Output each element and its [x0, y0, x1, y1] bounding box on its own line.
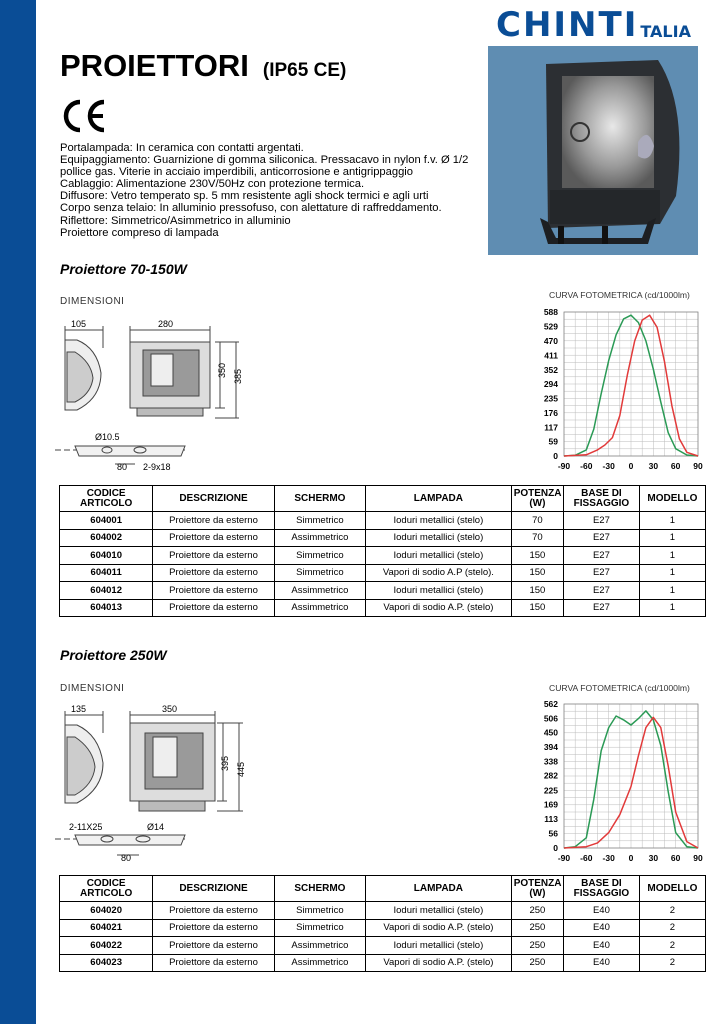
table-cell: Simmetrico: [274, 512, 365, 530]
y-tick-label: 0: [553, 843, 558, 853]
spec-table-250w: [59, 875, 706, 972]
dimensions-label: DIMENSIONI: [60, 296, 125, 307]
x-tick-label: -90: [557, 461, 571, 471]
table-cell: 250: [511, 902, 563, 920]
table-cell: Proiettore da esterno: [153, 902, 274, 920]
y-tick-label: 113: [544, 814, 558, 825]
y-tick-label: 588: [543, 307, 558, 317]
table-cell: 1: [639, 547, 705, 565]
col-header: MODELLO: [639, 876, 705, 902]
table-cell: 1: [639, 582, 705, 600]
description-line: Diffusore: Vetro temperato sp. 5 mm resistente agli shock termici e agli urti: [60, 190, 429, 203]
table-cell: Assimmetrico: [274, 954, 365, 972]
brand-logo: [496, 5, 691, 45]
dim-h2: 385: [233, 368, 243, 384]
y-tick-label: 0: [553, 451, 558, 461]
table-header-row: [60, 876, 706, 902]
table-cell: E27: [564, 564, 640, 582]
photometric-chart-70-150w: [520, 304, 710, 474]
table-cell: 250: [511, 919, 563, 937]
table-cell: 2: [639, 919, 705, 937]
table-cell: E27: [564, 582, 640, 600]
table-cell: Vapori di sodio A.P. (stelo): [366, 599, 512, 617]
col-header: DESCRIZIONE: [153, 876, 274, 902]
dim-width: 350: [162, 704, 178, 714]
y-tick-label: 411: [544, 350, 558, 361]
description-line: Proiettore compreso di lampada: [60, 226, 219, 239]
table-cell: Ioduri metallici (stelo): [366, 529, 512, 547]
table-row: [60, 902, 706, 920]
table-row: [60, 529, 706, 547]
x-tick-label: -30: [602, 853, 615, 863]
x-tick-label: 90: [693, 461, 703, 471]
y-tick-label: 562: [543, 699, 558, 709]
table-cell: Proiettore da esterno: [153, 512, 274, 530]
y-tick-label: 394: [543, 742, 558, 753]
dim-h1: 395: [220, 755, 230, 771]
section-heading: Proiettore 70-150W: [60, 261, 187, 277]
table-cell: Ioduri metallici (stelo): [366, 937, 512, 955]
description-line: Riflettore: Simmetrico/Asimmetrico in alluminio: [60, 214, 291, 227]
col-header: DESCRIZIONE: [153, 486, 274, 512]
description-line: Corpo senza telaio: In alluminio pressofuso, con alettature di raffreddamento.: [60, 202, 442, 215]
x-tick-label: -30: [602, 461, 615, 471]
table-cell: Proiettore da esterno: [153, 547, 274, 565]
table-row: [60, 547, 706, 565]
y-tick-label: 470: [543, 335, 558, 346]
table-cell: Ioduri metallici (stelo): [366, 582, 512, 600]
dimension-drawing: [55, 703, 255, 863]
table-row: [60, 512, 706, 530]
dim-width: 280: [158, 319, 174, 329]
dim-depth: 135: [71, 704, 87, 714]
table-cell: Assimmetrico: [274, 529, 365, 547]
table-cell: E40: [564, 937, 640, 955]
x-tick-label: 60: [670, 853, 681, 863]
product-photo: [488, 46, 698, 255]
dim-hole: Ø14: [147, 822, 165, 832]
curve-label: CURVA FOTOMETRICA (cd/1000lm): [549, 683, 690, 693]
table-cell: Vapori di sodio A.P. (stelo): [366, 919, 512, 937]
y-tick-label: 282: [543, 770, 558, 781]
y-tick-label: 235: [543, 393, 558, 404]
x-tick-label: 30: [648, 853, 659, 863]
description-line: Portalampada: In ceramica con contatti argentati.: [60, 142, 304, 154]
y-tick-label: 506: [543, 713, 558, 724]
table-cell: 604021: [60, 919, 153, 937]
table-cell: 604013: [60, 599, 153, 617]
x-tick-label: 30: [648, 461, 659, 471]
dim-slot: 2-11X25: [69, 822, 103, 832]
table-cell: 2: [639, 902, 705, 920]
col-header: SCHERMO: [274, 876, 365, 902]
table-cell: 604022: [60, 937, 153, 955]
table-cell: E27: [564, 599, 640, 617]
dim-h2: 445: [236, 761, 246, 777]
table-cell: E40: [564, 919, 640, 937]
table-row: [60, 582, 706, 600]
y-tick-label: 56: [548, 828, 558, 839]
dim-hole: Ø10.5: [95, 432, 120, 442]
table-header-row: [60, 486, 706, 512]
x-tick-label: -60: [580, 853, 593, 863]
col-header: MODELLO: [639, 486, 705, 512]
dim-depth: 105: [71, 319, 87, 329]
table-cell: 604002: [60, 529, 153, 547]
photometric-chart-250w: [520, 696, 710, 866]
table-cell: Proiettore da esterno: [153, 599, 274, 617]
table-cell: Proiettore da esterno: [153, 582, 274, 600]
table-cell: Simmetrico: [274, 547, 365, 565]
table-cell: E27: [564, 512, 640, 530]
y-tick-label: 529: [543, 321, 558, 332]
table-cell: 150: [511, 599, 563, 617]
table-cell: 250: [511, 954, 563, 972]
spec-table-70-150w: [59, 485, 706, 617]
y-tick-label: 117: [544, 422, 558, 433]
table-cell: 604001: [60, 512, 153, 530]
description-line: Equipaggiamento: Guarnizione di gomma siliconica. Pressacavo in nylon f.v. Ø 1/2: [60, 154, 469, 167]
x-tick-label: -60: [580, 461, 593, 471]
x-tick-label: 60: [670, 461, 681, 471]
table-row: [60, 599, 706, 617]
table-cell: Simmetrico: [274, 902, 365, 920]
col-header: CODICE ARTICOLO: [60, 486, 153, 512]
col-header: SCHERMO: [274, 486, 365, 512]
table-row: [60, 564, 706, 582]
table-cell: Proiettore da esterno: [153, 564, 274, 582]
table-cell: Assimmetrico: [274, 599, 365, 617]
description-line: Cablaggio: Alimentazione 230V/50Hz con protezione termica.: [60, 178, 365, 191]
col-header: POTENZA (W): [511, 486, 563, 512]
dim-slot: 2-9x18: [143, 462, 171, 472]
dimension-drawing: [55, 318, 255, 473]
dimensions-label: DIMENSIONI: [60, 683, 125, 694]
table-cell: Assimmetrico: [274, 937, 365, 955]
table-row: [60, 919, 706, 937]
dim-h1: 350: [217, 362, 227, 378]
x-tick-label: 90: [693, 853, 703, 863]
table-cell: Vapori di sodio A.P (stelo).: [366, 564, 512, 582]
table-cell: E27: [564, 529, 640, 547]
table-cell: Assimmetrico: [274, 582, 365, 600]
table-row: [60, 954, 706, 972]
table-cell: 604010: [60, 547, 153, 565]
col-header: BASE DI FISSAGGIO: [564, 876, 640, 902]
table-cell: Proiettore da esterno: [153, 919, 274, 937]
table-cell: 250: [511, 937, 563, 955]
table-cell: Proiettore da esterno: [153, 954, 274, 972]
table-cell: 150: [511, 564, 563, 582]
dim-80: 80: [121, 853, 132, 863]
table-cell: Proiettore da esterno: [153, 937, 274, 955]
col-header: LAMPADA: [366, 486, 512, 512]
brand-suffix: TALIA: [640, 22, 691, 41]
page-title: [60, 48, 346, 84]
table-cell: 1: [639, 599, 705, 617]
table-cell: Simmetrico: [274, 564, 365, 582]
y-tick-label: 169: [543, 799, 558, 810]
table-cell: Simmetrico: [274, 919, 365, 937]
description-line: pollice gas. Viterie in acciaio imperdibili, anticorrosione e antigrippaggio: [60, 166, 414, 179]
table-cell: 604023: [60, 954, 153, 972]
y-tick-label: 225: [543, 785, 558, 796]
table-cell: 150: [511, 547, 563, 565]
y-tick-label: 176: [543, 407, 558, 418]
table-cell: E40: [564, 954, 640, 972]
title-sub: (IP65 CE): [262, 60, 347, 81]
curve-label: CURVA FOTOMETRICA (cd/1000lm): [549, 290, 690, 300]
side-color-bar: [0, 0, 36, 1024]
ce-mark-icon: [58, 98, 108, 134]
table-cell: 604011: [60, 564, 153, 582]
table-cell: Vapori di sodio A.P. (stelo): [366, 954, 512, 972]
col-header: BASE DI FISSAGGIO: [564, 486, 640, 512]
table-cell: 2: [639, 954, 705, 972]
y-tick-label: 352: [543, 364, 558, 375]
x-tick-label: -90: [557, 853, 571, 863]
table-cell: E40: [564, 902, 640, 920]
table-cell: 150: [511, 582, 563, 600]
table-cell: Ioduri metallici (stelo): [366, 512, 512, 530]
col-header: CODICE ARTICOLO: [60, 876, 153, 902]
table-cell: 604012: [60, 582, 153, 600]
table-cell: Proiettore da esterno: [153, 529, 274, 547]
product-description: [60, 142, 480, 239]
brand-name: CHINTI: [496, 5, 639, 45]
table-cell: 1: [639, 529, 705, 547]
table-cell: 70: [511, 529, 563, 547]
col-header: POTENZA (W): [511, 876, 563, 902]
table-cell: 1: [639, 512, 705, 530]
table-cell: Ioduri metallici (stelo): [366, 547, 512, 565]
table-cell: E27: [564, 547, 640, 565]
y-tick-label: 59: [548, 436, 558, 447]
x-tick-label: 0: [628, 853, 634, 863]
dim-80: 80: [117, 462, 128, 472]
table-cell: 604020: [60, 902, 153, 920]
table-row: [60, 937, 706, 955]
y-tick-label: 294: [543, 379, 558, 389]
table-cell: 70: [511, 512, 563, 530]
y-tick-label: 338: [543, 756, 558, 767]
title-main: PROIETTORI: [60, 48, 249, 83]
x-tick-label: 0: [628, 461, 634, 471]
table-cell: Ioduri metallici (stelo): [366, 902, 512, 920]
section-heading: Proiettore 250W: [60, 647, 167, 663]
y-tick-label: 450: [543, 727, 558, 738]
table-cell: 1: [639, 564, 705, 582]
col-header: LAMPADA: [366, 876, 512, 902]
table-cell: 2: [639, 937, 705, 955]
